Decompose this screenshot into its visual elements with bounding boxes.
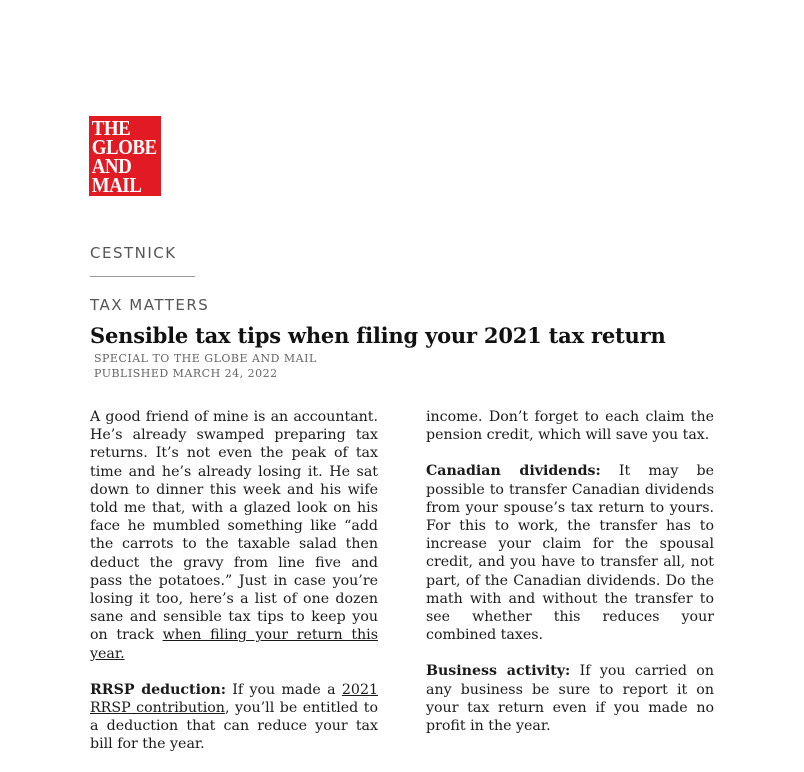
rrsp-text-2: , you’ll be entitled to a deduction that can reduce your tax bill for the year. — [90, 700, 378, 753]
author-kicker[interactable]: CESTNICK — [90, 244, 177, 262]
article-column-1 — [90, 408, 378, 772]
byline: SPECIAL TO THE GLOBE AND MAIL — [94, 352, 317, 365]
rrsp-text-1: If you made a — [226, 681, 342, 698]
rrsp-link[interactable]: 2021 RRSP contribution — [90, 681, 378, 717]
pension-paragraph: income. Don’t forget to each claim the pension credit, which will save you tax. — [426, 409, 714, 444]
logo-line-3: AND — [91, 154, 132, 178]
dividends-text: It may be possible to transfer Canadian dividends from your spouse’s tax return to yours. For this to work, the transfer has to increase your claim for the spousal credit, and you have to transfer all, not part, of the Canadian dividends. Do the math with and without the transfer to see whether this reduces your combined taxes. — [426, 463, 714, 644]
intro-paragraph — [90, 408, 378, 663]
divider — [90, 276, 195, 277]
logo-line-1: THE — [91, 116, 131, 140]
business-paragraph — [426, 662, 714, 735]
business-text: If you carried on any business be sure to report it on your tax return even if you made no profit in the year. — [426, 663, 714, 735]
intro-text: A good friend of mine is an accountant. He’s already swamped preparing tax returns. It’s not even the peak of tax time and he’s already losing it. He sat down to dinner this week and his wife told me that, with a glazed look on his face he mumbled something like “add the carrots to the taxable salad then deduct the gravy from line five and pass the potatoes.” Just in case you’re losing it too, here’s a list of one dozen sane and sensible tax tips to keep you on track — [90, 409, 378, 644]
dividends-heading: Canadian dividends: — [426, 463, 601, 480]
rrsp-heading: RRSP deduction: — [90, 681, 226, 698]
globe-and-mail-logo[interactable] — [89, 116, 161, 211]
page-title: Sensible tax tips when filing your 2021 tax return — [90, 323, 666, 348]
logo-line-4: MAIL ✱ — [92, 176, 161, 214]
section-kicker[interactable]: TAX MATTERS — [90, 296, 210, 314]
logo-line-2: GLOBE — [91, 135, 157, 159]
published-date: PUBLISHED MARCH 24, 2022 — [94, 367, 278, 380]
filing-link[interactable]: when filing your return this year. — [90, 627, 378, 662]
article-column-2 — [426, 408, 714, 753]
rrsp-paragraph — [90, 681, 378, 754]
business-heading: Business activity: — [426, 663, 571, 680]
dividends-paragraph — [426, 462, 714, 644]
maple-leaf-icon: ✱ — [91, 197, 101, 211]
